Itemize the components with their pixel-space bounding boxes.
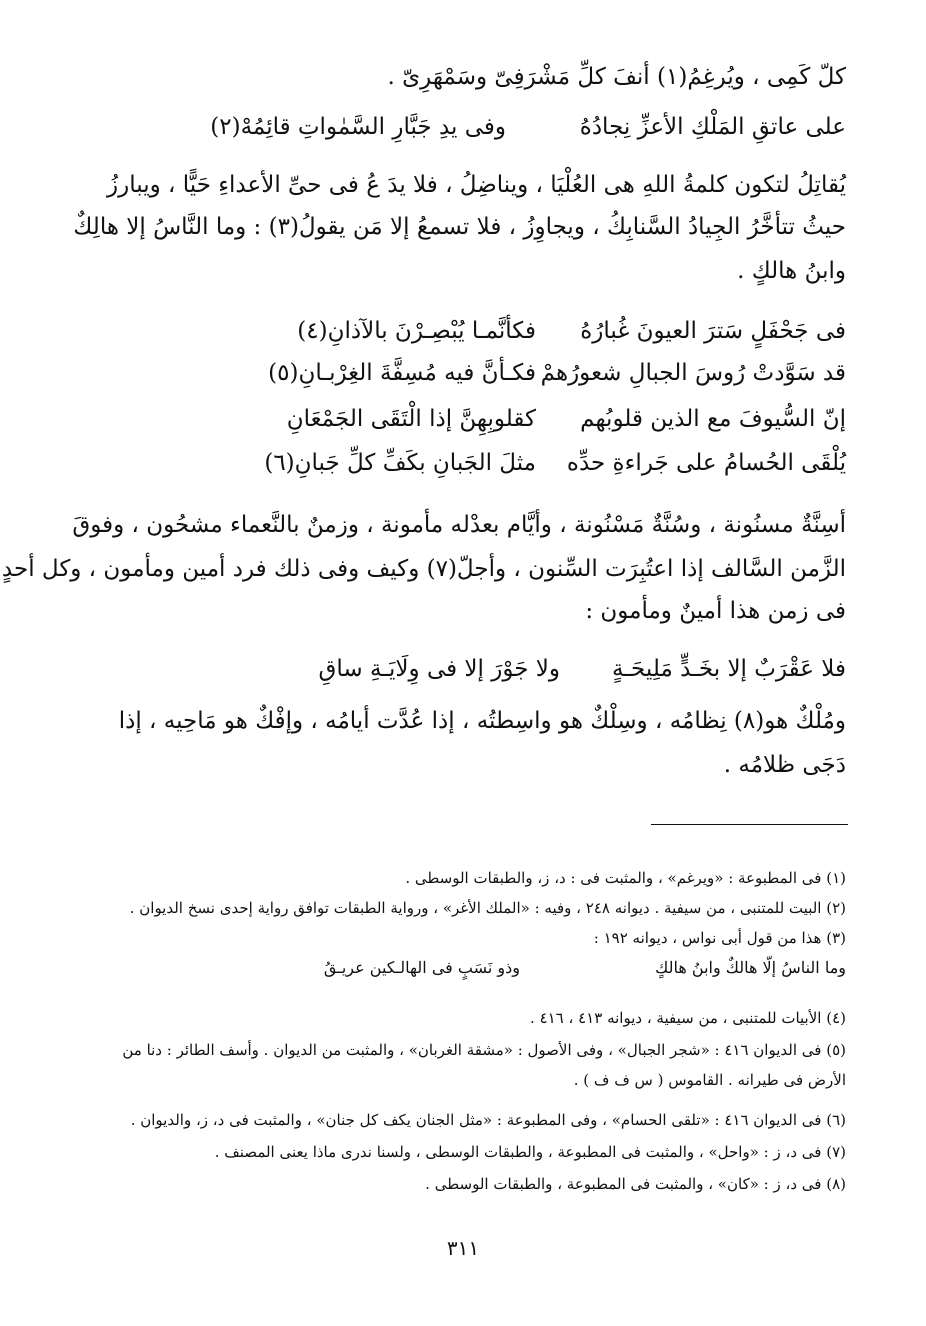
- hemistich-first: فى جَحْفَلٍ سَترَ العيونَ غُبارُهُ: [580, 318, 846, 344]
- page-number: ٣١١: [446, 1236, 480, 1260]
- para4-line-2: دَجَى ظلامُه .: [723, 752, 846, 778]
- hemistich-second: فكـأنَّ فيه مُسِفَّةَ الغِرْبـانِ(٥): [268, 360, 536, 386]
- hemistich-second: وفى يدِ جَبَّارِ السَّمٰواتِ قائِمُهْ(٢): [210, 114, 506, 140]
- hemistich-first: قد سَوَّدتْ رُوسَ الجبالِ شعورُهمْ: [540, 360, 846, 386]
- para2-line-2: حيثُ تتأخَّرُ الجِيادُ السَّنابِكُ ، ويجاوِزُ ، فلا تسمعُ إلا مَن يقولُ(٣) : وما النَّاسُ إلا هالِكٌ: [73, 214, 846, 240]
- para2-line-3: وابنُ هالكٍ .: [737, 258, 846, 284]
- hemistich-first: إنّ السُّيوفَ مع الذين قلوبُهم: [580, 406, 846, 432]
- hemistich-second: وذو نَسَبٍ فى الهالـكين عريـقُ: [323, 958, 520, 977]
- hemistich-second: فكأنَّمـا يُبْصِـرْنَ بالآذانِ(٤): [297, 318, 536, 344]
- para3-line-1: أسِنَّةٌ مسنُونة ، وسُنَّةٌ مَسْنُونة ، وأيَّام بعدْله مأمونة ، وزمنٌ بالنَّعماء مشحُون ، وفوقَ: [72, 512, 846, 538]
- hemistich-first: يُلْقَى الحُسامُ على جَراءةِ حدِّه: [566, 450, 846, 476]
- hemistich-second: كقلوبِهِنَّ إذا الْتَقَى الجَمْعَانِ: [286, 406, 536, 432]
- verse-1: [128, 316, 846, 346]
- para3-line-2: الزَّمن السَّالف إذا اعتُبِرَت السِّنون ، وأجلّ(٧) وكيف وفى ذلك فرد أمين ومأمون ، وكل أحدٍ: [1, 556, 846, 582]
- text-line-1: كلّ كَمِى ، ويُرغِمُ(١) أنفَ كلِّ مَشْرَفِىّ وسَمْهَرِىّ .: [387, 64, 846, 90]
- footnote-5-line-1: (٥) فى الديوان ٤١٦ : «شجر الجبال» ، وفى الأصول : «مشقة الغربان» ، والمثبت من الديوان . وأسف الطائر : دنا من: [122, 1041, 846, 1059]
- footnote-8: (٨) فى د، ز : «كان» ، والمثبت فى المطبوعة ، والطبقات الوسطى .: [425, 1175, 846, 1193]
- hemistich-first: وما الناسُ إلّا هالكٌ وابنُ هالكٍ: [655, 958, 846, 977]
- footnote-2: (٢) البيت للمتنبى ، من سيفية . ديوانه ٢٤٨ ، وفيه : «الملك الأغر» ، ورواية الطبقات توافق رواية إحدى نسخ الديوان .: [129, 899, 846, 917]
- hemistich-first: فلا عَقْرَبٌ إلا بخَـدٍّ مَلِيحَـةٍ: [611, 656, 846, 682]
- footnote-3-verse: [128, 958, 846, 980]
- hemistich-second: ولا جَوْرَ إلا فى وِلَايَـةِ ساقِ: [318, 656, 560, 682]
- hemistich-first: على عاتقِ المَلْكِ الأعزِّ نِجادُهُ: [579, 114, 846, 140]
- para4-line-1: ومُلْكٌ هو(٨) نِظامُه ، وسِلْكٌ هو واسِطتُه ، إذا عُدَّت أيامُه ، وإفْكٌ هو مَاحِيه ، إذا: [118, 708, 846, 734]
- verse-b: [128, 654, 846, 684]
- footnote-5-line-2: الأرض فى طيرانه . القاموس ( س ف ف ) .: [573, 1071, 846, 1089]
- para3-line-3: فى زمن هذا أمينٌ ومأمون :: [585, 598, 846, 624]
- footnote-1: (١) فى المطبوعة : «ويرغم» ، والمثبت فى : د، ز، والطبقات الوسطى .: [405, 869, 846, 887]
- footnote-rule: [651, 824, 848, 825]
- footnote-4: (٤) الأبيات للمتنبى ، من سيفية ، ديوانه ٤١٣ ، ٤١٦ .: [530, 1009, 846, 1027]
- para2-line-1: يُقاتِلُ لتكون كلمةُ اللهِ هى العُلْيَا ، ويناضِلُ ، فلا يدَ عُ فى حىِّ الأعداءِ حَيًّا ، ويبارزُ: [107, 172, 846, 198]
- verse-4: [128, 448, 846, 478]
- verse-3: [128, 404, 846, 434]
- footnote-6: (٦) فى الديوان ٤١٦ : «تلقى الحسام» ، وفى المطبوعة : «مثل الجنان يكف كل جنان» ، والمثبت فى د، ز، والديوان .: [130, 1111, 846, 1129]
- verse-a: [128, 112, 846, 142]
- footnote-3: (٣) هذا من قول أبى نواس ، ديوانه ١٩٢ :: [593, 929, 846, 947]
- hemistich-second: مثلَ الجَبانِ بكَفِّ كلِّ جَبانِ(٦): [264, 450, 536, 476]
- verse-2: [128, 358, 846, 388]
- footnote-7: (٧) فى د، ز : «واحل» ، والمثبت فى المطبوعة ، والطبقات الوسطى ، ولسنا ندرى ماذا يعنى المصنف .: [214, 1143, 846, 1161]
